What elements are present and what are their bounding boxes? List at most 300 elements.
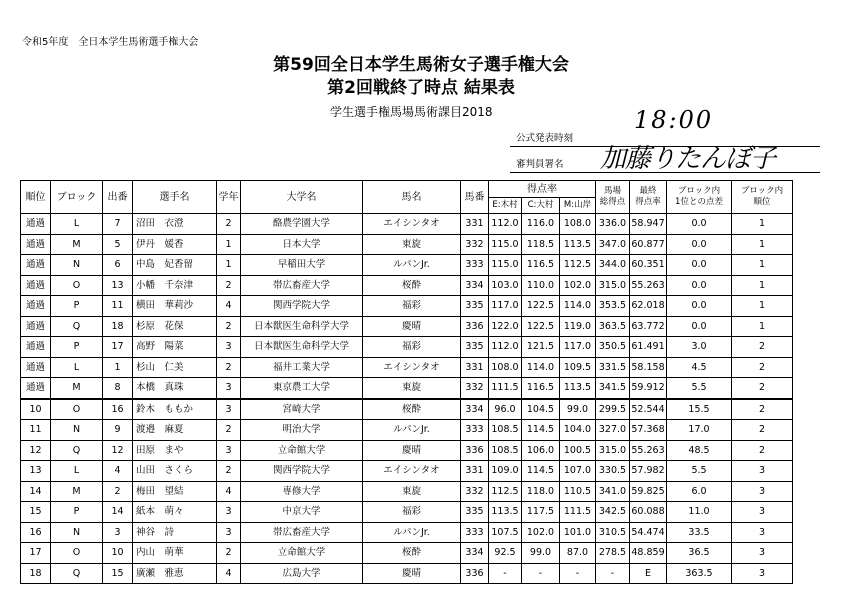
table-row	[21, 440, 793, 461]
cell-name: 小幡 千奈津	[133, 275, 217, 296]
cell-score-e: -	[489, 563, 522, 584]
cell-score-c: 116.5	[522, 378, 560, 399]
cell-block-rank: 1	[732, 316, 793, 337]
cell-block-rank: 3	[732, 481, 793, 502]
cell-rank: 18	[21, 563, 51, 584]
cell-year: 4	[217, 296, 241, 317]
table-row	[21, 502, 793, 523]
cell-name: 渡邉 麻夏	[133, 420, 217, 441]
table-row	[21, 357, 793, 378]
cell-rank: 14	[21, 481, 51, 502]
cell-horse: 福彩	[363, 296, 461, 317]
cell-univ: 東京農工大学	[241, 378, 363, 399]
cell-block-rank: 3	[732, 563, 793, 584]
cell-block-rank: 2	[732, 357, 793, 378]
cell-final: 58.158	[630, 357, 667, 378]
cell-score-m: 113.5	[560, 234, 596, 255]
cell-name: 高野 陽菜	[133, 337, 217, 358]
cell-total: 299.5	[596, 399, 630, 420]
col-judge-m: M:山岸	[560, 198, 596, 214]
cell-diff: 363.5	[667, 563, 732, 584]
cell-score-m: 87.0	[560, 543, 596, 564]
col-judge-c: C:大村	[522, 198, 560, 214]
col-number: 馬番	[461, 181, 489, 214]
cell-score-e: 109.0	[489, 461, 522, 482]
cell-final: 60.088	[630, 502, 667, 523]
cell-number: 335	[461, 296, 489, 317]
cell-score-m: 117.0	[560, 337, 596, 358]
cell-score-m: 100.5	[560, 440, 596, 461]
table-row	[21, 399, 793, 420]
col-final: 最終 得点率	[630, 181, 667, 214]
cell-number: 331	[461, 357, 489, 378]
table-row	[21, 461, 793, 482]
cell-year: 3	[217, 337, 241, 358]
cell-diff: 17.0	[667, 420, 732, 441]
cell-name: 伊丹 媛香	[133, 234, 217, 255]
table-row	[21, 296, 793, 317]
cell-name: 山田 さくら	[133, 461, 217, 482]
cell-name: 中島 妃香留	[133, 255, 217, 276]
cell-univ: 日本獣医生命科学大学	[241, 337, 363, 358]
cell-year: 2	[217, 461, 241, 482]
cell-block: P	[51, 296, 103, 317]
cell-block: O	[51, 275, 103, 296]
cell-score-c: 102.0	[522, 522, 560, 543]
cell-final: 63.772	[630, 316, 667, 337]
cell-name: 紙本 萌々	[133, 502, 217, 523]
cell-final: 59.825	[630, 481, 667, 502]
cell-rank: 通過	[21, 296, 51, 317]
cell-horse: ルパンJr.	[363, 420, 461, 441]
cell-score-e: 122.0	[489, 316, 522, 337]
cell-score-c: 104.5	[522, 399, 560, 420]
judge-signature: 加藤りたんぼ子	[600, 144, 776, 174]
cell-name: 杉原 花保	[133, 316, 217, 337]
cell-year: 1	[217, 234, 241, 255]
cell-rank: 通過	[21, 275, 51, 296]
cell-final: 54.474	[630, 522, 667, 543]
cell-block: P	[51, 502, 103, 523]
cell-horse: 桜酔	[363, 543, 461, 564]
judge-row	[510, 146, 820, 173]
cell-score-e: 92.5	[489, 543, 522, 564]
cell-year: 3	[217, 522, 241, 543]
cell-start: 4	[103, 461, 133, 482]
cell-block-rank: 1	[732, 234, 793, 255]
cell-total: 327.0	[596, 420, 630, 441]
cell-diff: 11.0	[667, 502, 732, 523]
cell-year: 2	[217, 420, 241, 441]
cell-horse: 福彩	[363, 502, 461, 523]
cell-rank: 通過	[21, 316, 51, 337]
cell-year: 2	[217, 214, 241, 235]
announce-label: 公式発表時刻	[516, 133, 574, 144]
col-diff: ブロック内 1位との点差	[667, 181, 732, 214]
cell-start: 17	[103, 337, 133, 358]
cell-diff: 0.0	[667, 316, 732, 337]
cell-total: 344.0	[596, 255, 630, 276]
cell-block: O	[51, 399, 103, 420]
cell-diff: 0.0	[667, 275, 732, 296]
cell-univ: 帯広畜産大学	[241, 275, 363, 296]
cell-block: L	[51, 357, 103, 378]
cell-horse: ルパンJr.	[363, 522, 461, 543]
cell-block-rank: 2	[732, 337, 793, 358]
cell-score-m: 110.5	[560, 481, 596, 502]
cell-final: 48.859	[630, 543, 667, 564]
cell-score-c: 114.5	[522, 420, 560, 441]
table-row	[21, 214, 793, 235]
cell-diff: 3.0	[667, 337, 732, 358]
cell-score-e: 108.5	[489, 420, 522, 441]
cell-score-c: 99.0	[522, 543, 560, 564]
cell-score-m: 109.5	[560, 357, 596, 378]
cell-horse: 慶晴	[363, 440, 461, 461]
table-row	[21, 543, 793, 564]
cell-diff: 6.0	[667, 481, 732, 502]
cell-number: 335	[461, 337, 489, 358]
cell-block: M	[51, 378, 103, 399]
col-name: 選手名	[133, 181, 217, 214]
cell-number: 333	[461, 255, 489, 276]
cell-score-m: 108.0	[560, 214, 596, 235]
cell-final: 57.982	[630, 461, 667, 482]
cell-score-m: 99.0	[560, 399, 596, 420]
cell-horse: 桜酔	[363, 399, 461, 420]
col-start: 出番	[103, 181, 133, 214]
cell-final: 60.351	[630, 255, 667, 276]
cell-block-rank: 3	[732, 522, 793, 543]
cell-number: 334	[461, 399, 489, 420]
cell-start: 13	[103, 275, 133, 296]
cell-total: 310.5	[596, 522, 630, 543]
cell-score-m: -	[560, 563, 596, 584]
cell-block-rank: 3	[732, 502, 793, 523]
cell-rank: 12	[21, 440, 51, 461]
cell-horse: 東旋	[363, 234, 461, 255]
table-row	[21, 255, 793, 276]
cell-number: 336	[461, 316, 489, 337]
cell-score-e: 103.0	[489, 275, 522, 296]
cell-score-m: 101.0	[560, 522, 596, 543]
cell-start: 9	[103, 420, 133, 441]
cell-univ: 専修大学	[241, 481, 363, 502]
cell-score-e: 107.5	[489, 522, 522, 543]
cell-number: 331	[461, 214, 489, 235]
cell-horse: エイシンタオ	[363, 461, 461, 482]
cell-block-rank: 1	[732, 296, 793, 317]
cell-diff: 0.0	[667, 214, 732, 235]
cell-univ: 広島大学	[241, 563, 363, 584]
cell-block: M	[51, 234, 103, 255]
cell-diff: 36.5	[667, 543, 732, 564]
cell-score-e: 108.5	[489, 440, 522, 461]
cell-year: 2	[217, 275, 241, 296]
cell-univ: 明治大学	[241, 420, 363, 441]
cell-rank: 通過	[21, 337, 51, 358]
cell-score-e: 117.0	[489, 296, 522, 317]
cell-number: 334	[461, 275, 489, 296]
cell-score-c: -	[522, 563, 560, 584]
cell-univ: 宮崎大学	[241, 399, 363, 420]
cell-start: 16	[103, 399, 133, 420]
cell-total: 363.5	[596, 316, 630, 337]
cell-diff: 5.5	[667, 461, 732, 482]
cell-univ: 関西学院大学	[241, 296, 363, 317]
cell-block: M	[51, 481, 103, 502]
cell-number: 333	[461, 420, 489, 441]
cell-score-c: 110.0	[522, 275, 560, 296]
cell-univ: 中京大学	[241, 502, 363, 523]
cell-block: Q	[51, 316, 103, 337]
cell-diff: 0.0	[667, 296, 732, 317]
cell-total: 331.5	[596, 357, 630, 378]
cell-score-e: 108.0	[489, 357, 522, 378]
table-row	[21, 481, 793, 502]
col-year: 学年	[217, 181, 241, 214]
cell-score-m: 107.0	[560, 461, 596, 482]
cell-name: 鈴木 ももか	[133, 399, 217, 420]
cell-start: 1	[103, 357, 133, 378]
cell-name: 横田 華莉沙	[133, 296, 217, 317]
cell-score-m: 113.5	[560, 378, 596, 399]
cell-total: 350.5	[596, 337, 630, 358]
cell-final: 59.912	[630, 378, 667, 399]
cell-number: 331	[461, 461, 489, 482]
cell-score-m: 112.5	[560, 255, 596, 276]
cell-rank: 15	[21, 502, 51, 523]
cell-number: 336	[461, 563, 489, 584]
cell-diff: 48.5	[667, 440, 732, 461]
results-body	[21, 214, 793, 584]
cell-name: 本橋 真珠	[133, 378, 217, 399]
cell-score-c: 116.0	[522, 214, 560, 235]
cell-year: 4	[217, 563, 241, 584]
cell-score-e: 112.0	[489, 214, 522, 235]
col-horse: 馬名	[363, 181, 461, 214]
cell-score-m: 114.0	[560, 296, 596, 317]
cell-year: 2	[217, 316, 241, 337]
cell-rank: 17	[21, 543, 51, 564]
cell-block: Q	[51, 440, 103, 461]
cell-score-c: 114.0	[522, 357, 560, 378]
cell-year: 3	[217, 440, 241, 461]
cell-horse: 慶晴	[363, 316, 461, 337]
page-subtitle: 第2回戦終了時点 結果表	[327, 78, 515, 98]
page-title: 第59回全日本学生馬術女子選手権大会	[273, 55, 569, 75]
table-row	[21, 378, 793, 399]
cell-horse: ルパンJr.	[363, 255, 461, 276]
cell-total: 315.0	[596, 440, 630, 461]
cell-name: 梅田 望結	[133, 481, 217, 502]
cell-block-rank: 3	[732, 543, 793, 564]
cell-horse: エイシンタオ	[363, 357, 461, 378]
cell-univ: 立命館大学	[241, 543, 363, 564]
cell-total: 330.5	[596, 461, 630, 482]
cell-block-rank: 2	[732, 440, 793, 461]
cell-block: L	[51, 214, 103, 235]
cell-score-c: 122.5	[522, 296, 560, 317]
cell-year: 3	[217, 399, 241, 420]
cell-score-c: 122.5	[522, 316, 560, 337]
cell-horse: 東旋	[363, 481, 461, 502]
cell-final: 60.877	[630, 234, 667, 255]
cell-score-c: 116.5	[522, 255, 560, 276]
cell-diff: 4.5	[667, 357, 732, 378]
table-row	[21, 337, 793, 358]
cell-rank: 通過	[21, 255, 51, 276]
cell-total: 353.5	[596, 296, 630, 317]
table-row	[21, 420, 793, 441]
cell-univ: 立命館大学	[241, 440, 363, 461]
table-row	[21, 316, 793, 337]
cell-score-e: 96.0	[489, 399, 522, 420]
cell-univ: 早稲田大学	[241, 255, 363, 276]
cell-year: 1	[217, 255, 241, 276]
cell-total: 341.5	[596, 378, 630, 399]
cell-block: N	[51, 420, 103, 441]
cell-start: 18	[103, 316, 133, 337]
cell-horse: 福彩	[363, 337, 461, 358]
cell-rank: 通過	[21, 234, 51, 255]
cell-final: E	[630, 563, 667, 584]
cell-start: 15	[103, 563, 133, 584]
cell-score-m: 102.0	[560, 275, 596, 296]
cell-total: 341.0	[596, 481, 630, 502]
cell-horse: 東旋	[363, 378, 461, 399]
table-row	[21, 563, 793, 584]
cell-block: N	[51, 255, 103, 276]
cell-block-rank: 2	[732, 378, 793, 399]
cell-start: 3	[103, 522, 133, 543]
table-row	[21, 522, 793, 543]
cell-score-c: 106.0	[522, 440, 560, 461]
col-score-group: 得点率	[489, 181, 596, 198]
cell-score-e: 113.5	[489, 502, 522, 523]
cell-rank: 通過	[21, 357, 51, 378]
cell-score-c: 118.5	[522, 234, 560, 255]
cell-score-e: 115.0	[489, 234, 522, 255]
judge-label: 審判員署名	[516, 159, 564, 170]
cell-score-e: 115.0	[489, 255, 522, 276]
table-row	[21, 275, 793, 296]
test-name: 学生選手権馬場馬術課目2018	[330, 105, 493, 119]
cell-univ: 福井工業大学	[241, 357, 363, 378]
cell-block: P	[51, 337, 103, 358]
cell-start: 12	[103, 440, 133, 461]
cell-start: 10	[103, 543, 133, 564]
cell-block-rank: 1	[732, 214, 793, 235]
cell-year: 3	[217, 502, 241, 523]
cell-block: O	[51, 543, 103, 564]
cell-horse: 桜酔	[363, 275, 461, 296]
cell-name: 田原 まや	[133, 440, 217, 461]
cell-final: 61.491	[630, 337, 667, 358]
cell-final: 55.263	[630, 440, 667, 461]
col-block-rank: ブロック内 順位	[732, 181, 793, 214]
cell-start: 5	[103, 234, 133, 255]
cell-horse: 慶晴	[363, 563, 461, 584]
col-judge-e: E:木村	[489, 198, 522, 214]
cell-score-c: 118.0	[522, 481, 560, 502]
cell-final: 57.368	[630, 420, 667, 441]
cell-rank: 13	[21, 461, 51, 482]
cell-total: 336.0	[596, 214, 630, 235]
cell-final: 58.947	[630, 214, 667, 235]
cell-score-c: 121.5	[522, 337, 560, 358]
cell-name: 沼田 衣澄	[133, 214, 217, 235]
cell-name: 神谷 詩	[133, 522, 217, 543]
cell-final: 62.018	[630, 296, 667, 317]
col-total: 馬場 総得点	[596, 181, 630, 214]
cell-diff: 33.5	[667, 522, 732, 543]
cell-univ: 日本獣医生命科学大学	[241, 316, 363, 337]
cell-number: 332	[461, 378, 489, 399]
cell-rank: 11	[21, 420, 51, 441]
cell-name: 内山 萌華	[133, 543, 217, 564]
cell-block-rank: 3	[732, 461, 793, 482]
cell-rank: 通過	[21, 378, 51, 399]
cell-univ: 関西学院大学	[241, 461, 363, 482]
cell-number: 335	[461, 502, 489, 523]
cell-start: 11	[103, 296, 133, 317]
cell-block-rank: 1	[732, 275, 793, 296]
cell-score-m: 111.5	[560, 502, 596, 523]
signature-box	[510, 106, 820, 174]
cell-year: 2	[217, 357, 241, 378]
cell-block: L	[51, 461, 103, 482]
cell-number: 336	[461, 440, 489, 461]
col-univ: 大学名	[241, 181, 363, 214]
cell-block-rank: 2	[732, 399, 793, 420]
cell-number: 334	[461, 543, 489, 564]
header-row	[21, 181, 793, 198]
cell-number: 333	[461, 522, 489, 543]
cell-rank: 10	[21, 399, 51, 420]
cell-diff: 0.0	[667, 234, 732, 255]
cell-year: 3	[217, 378, 241, 399]
cell-number: 332	[461, 234, 489, 255]
cell-diff: 15.5	[667, 399, 732, 420]
cell-univ: 帯広畜産大学	[241, 522, 363, 543]
cell-start: 2	[103, 481, 133, 502]
cell-block-rank: 2	[732, 420, 793, 441]
cell-number: 332	[461, 481, 489, 502]
table-row	[21, 234, 793, 255]
cell-univ: 日本大学	[241, 234, 363, 255]
cell-name: 杉山 仁美	[133, 357, 217, 378]
cell-score-e: 111.5	[489, 378, 522, 399]
cell-block: N	[51, 522, 103, 543]
cell-final: 52.544	[630, 399, 667, 420]
era-line: 令和5年度 全日本学生馬術選手権大会	[22, 37, 199, 48]
cell-total: 347.0	[596, 234, 630, 255]
cell-start: 6	[103, 255, 133, 276]
announce-time: 18:00	[634, 106, 714, 134]
cell-diff: 0.0	[667, 255, 732, 276]
cell-total: 278.5	[596, 543, 630, 564]
cell-univ: 酪農学園大学	[241, 214, 363, 235]
cell-year: 4	[217, 481, 241, 502]
cell-year: 2	[217, 543, 241, 564]
cell-total: -	[596, 563, 630, 584]
cell-start: 7	[103, 214, 133, 235]
cell-block-rank: 1	[732, 255, 793, 276]
cell-diff: 5.5	[667, 378, 732, 399]
cell-score-c: 114.5	[522, 461, 560, 482]
cell-final: 55.263	[630, 275, 667, 296]
